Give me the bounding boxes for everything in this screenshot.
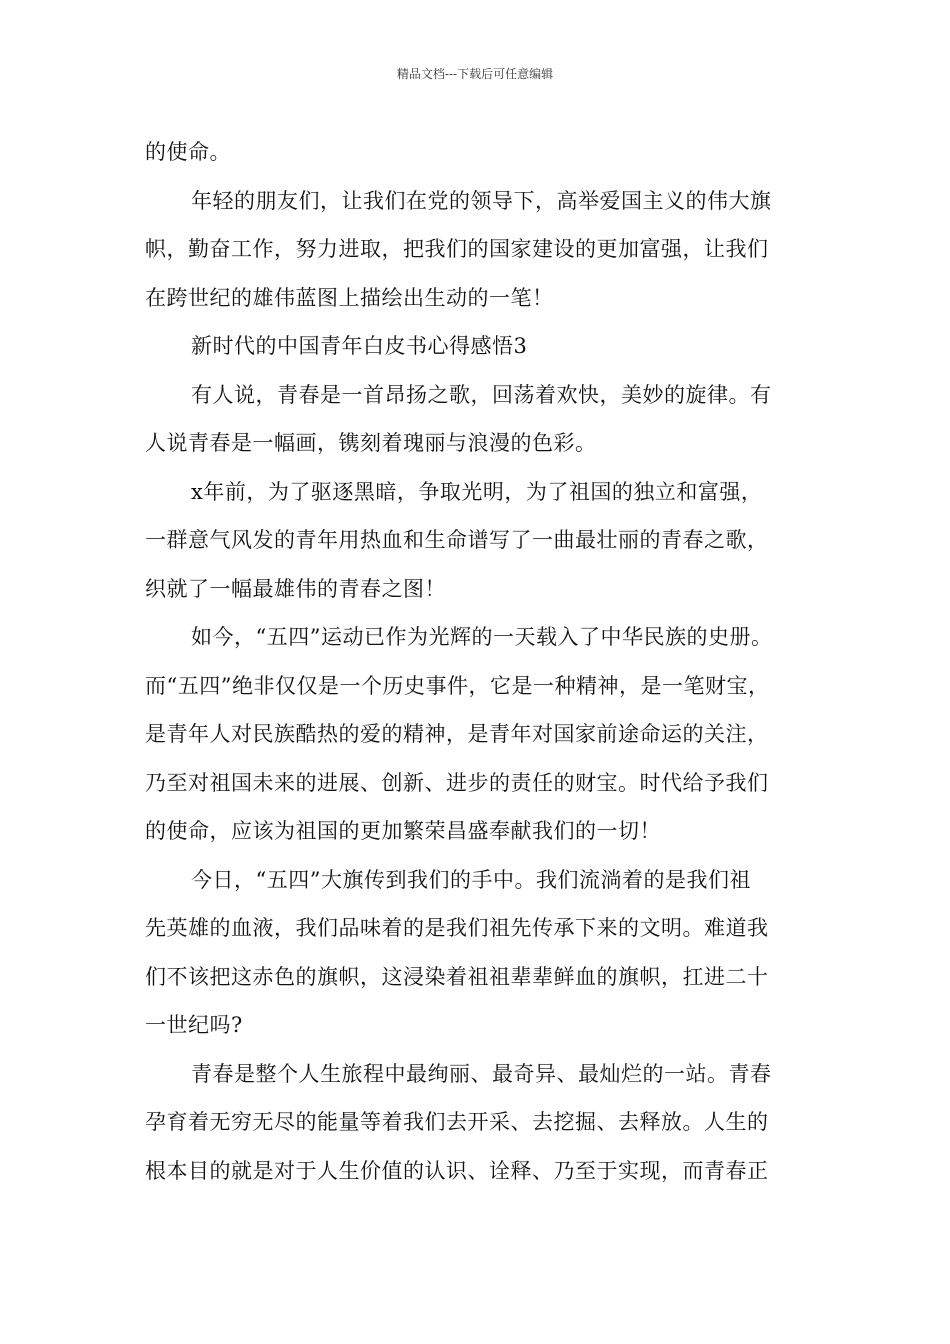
text-line: 人说青春是一幅画，镌刻着瑰丽与浪漫的色彩。 bbox=[145, 431, 597, 455]
paragraph bbox=[145, 371, 825, 468]
paragraph bbox=[145, 128, 825, 177]
page-header: 精品文档---下载后可任意编辑 bbox=[396, 67, 554, 81]
text-line: 青春是整个人生旅程中最绚丽、最奇异、最灿烂的一站。青春 bbox=[191, 1061, 772, 1086]
document-body bbox=[145, 128, 825, 1195]
text-line: 的使命，应该为祖国的更加繁荣昌盛奉献我们的一切！ bbox=[145, 819, 661, 843]
text-line: 新时代的中国青年白皮书心得感悟3 bbox=[191, 334, 528, 358]
paragraph bbox=[145, 177, 825, 323]
text-line: 而“五四”绝非仅仅是一个历史事件，它是一种精神，是一笔财宝， bbox=[145, 673, 770, 698]
text-line: 乃至对祖国未来的进展、创新、进步的责任的财宝。时代给予我们 bbox=[145, 770, 769, 795]
text-line: 织就了一幅最雄伟的青春之图！ bbox=[145, 576, 446, 601]
text-line: 帜，勤奋工作，努力进取，把我们的国家建设的更加富强，让我们 bbox=[145, 237, 769, 261]
section-title bbox=[145, 322, 825, 371]
text-line: 一世纪吗? bbox=[145, 1013, 243, 1037]
text-line: 是青年人对民族酷热的爱的精神，是青年对国家前途命运的关注， bbox=[145, 722, 769, 746]
text-line: 孕育着无穷无尽的能量等着我们去开采、去挖掘、去释放。人生的 bbox=[145, 1110, 769, 1134]
text-line: 先英雄的血液，我们品味着的是我们祖先传承下来的文明。难道我 bbox=[145, 916, 769, 940]
text-line: 的使命。 bbox=[145, 140, 231, 164]
text-line: 有人说，青春是一首昂扬之歌，回荡着欢快，美妙的旋律。有 bbox=[191, 382, 772, 407]
text-line: 如今，“五四”运动已作为光辉的一天载入了中华民族的史册。 bbox=[191, 625, 773, 649]
text-line: 在跨世纪的雄伟蓝图上描绘出生动的一笔！ bbox=[145, 285, 554, 310]
paragraph bbox=[145, 856, 825, 1050]
text-line: 年轻的朋友们，让我们在党的领导下，高举爱国主义的伟大旗 bbox=[191, 188, 772, 213]
text-line: 今日，“五四”大旗传到我们的手中。我们流淌着的是我们祖 bbox=[191, 867, 751, 892]
text-line: 一群意气风发的青年用热血和生命谱写了一曲最壮丽的青春之歌， bbox=[145, 528, 769, 552]
text-line: 根本目的就是对于人生价值的认识、诠释、乃至于实现，而青春正 bbox=[145, 1158, 769, 1183]
paragraph bbox=[145, 468, 825, 614]
text-line: 们不该把这赤色的旗帜，这浸染着祖祖辈辈鲜血的旗帜，扛进二十 bbox=[145, 964, 769, 989]
paragraph bbox=[145, 1050, 825, 1196]
paragraph bbox=[145, 613, 825, 856]
text-line: x年前，为了驱逐黑暗，争取光明，为了祖国的独立和富强， bbox=[191, 479, 763, 504]
